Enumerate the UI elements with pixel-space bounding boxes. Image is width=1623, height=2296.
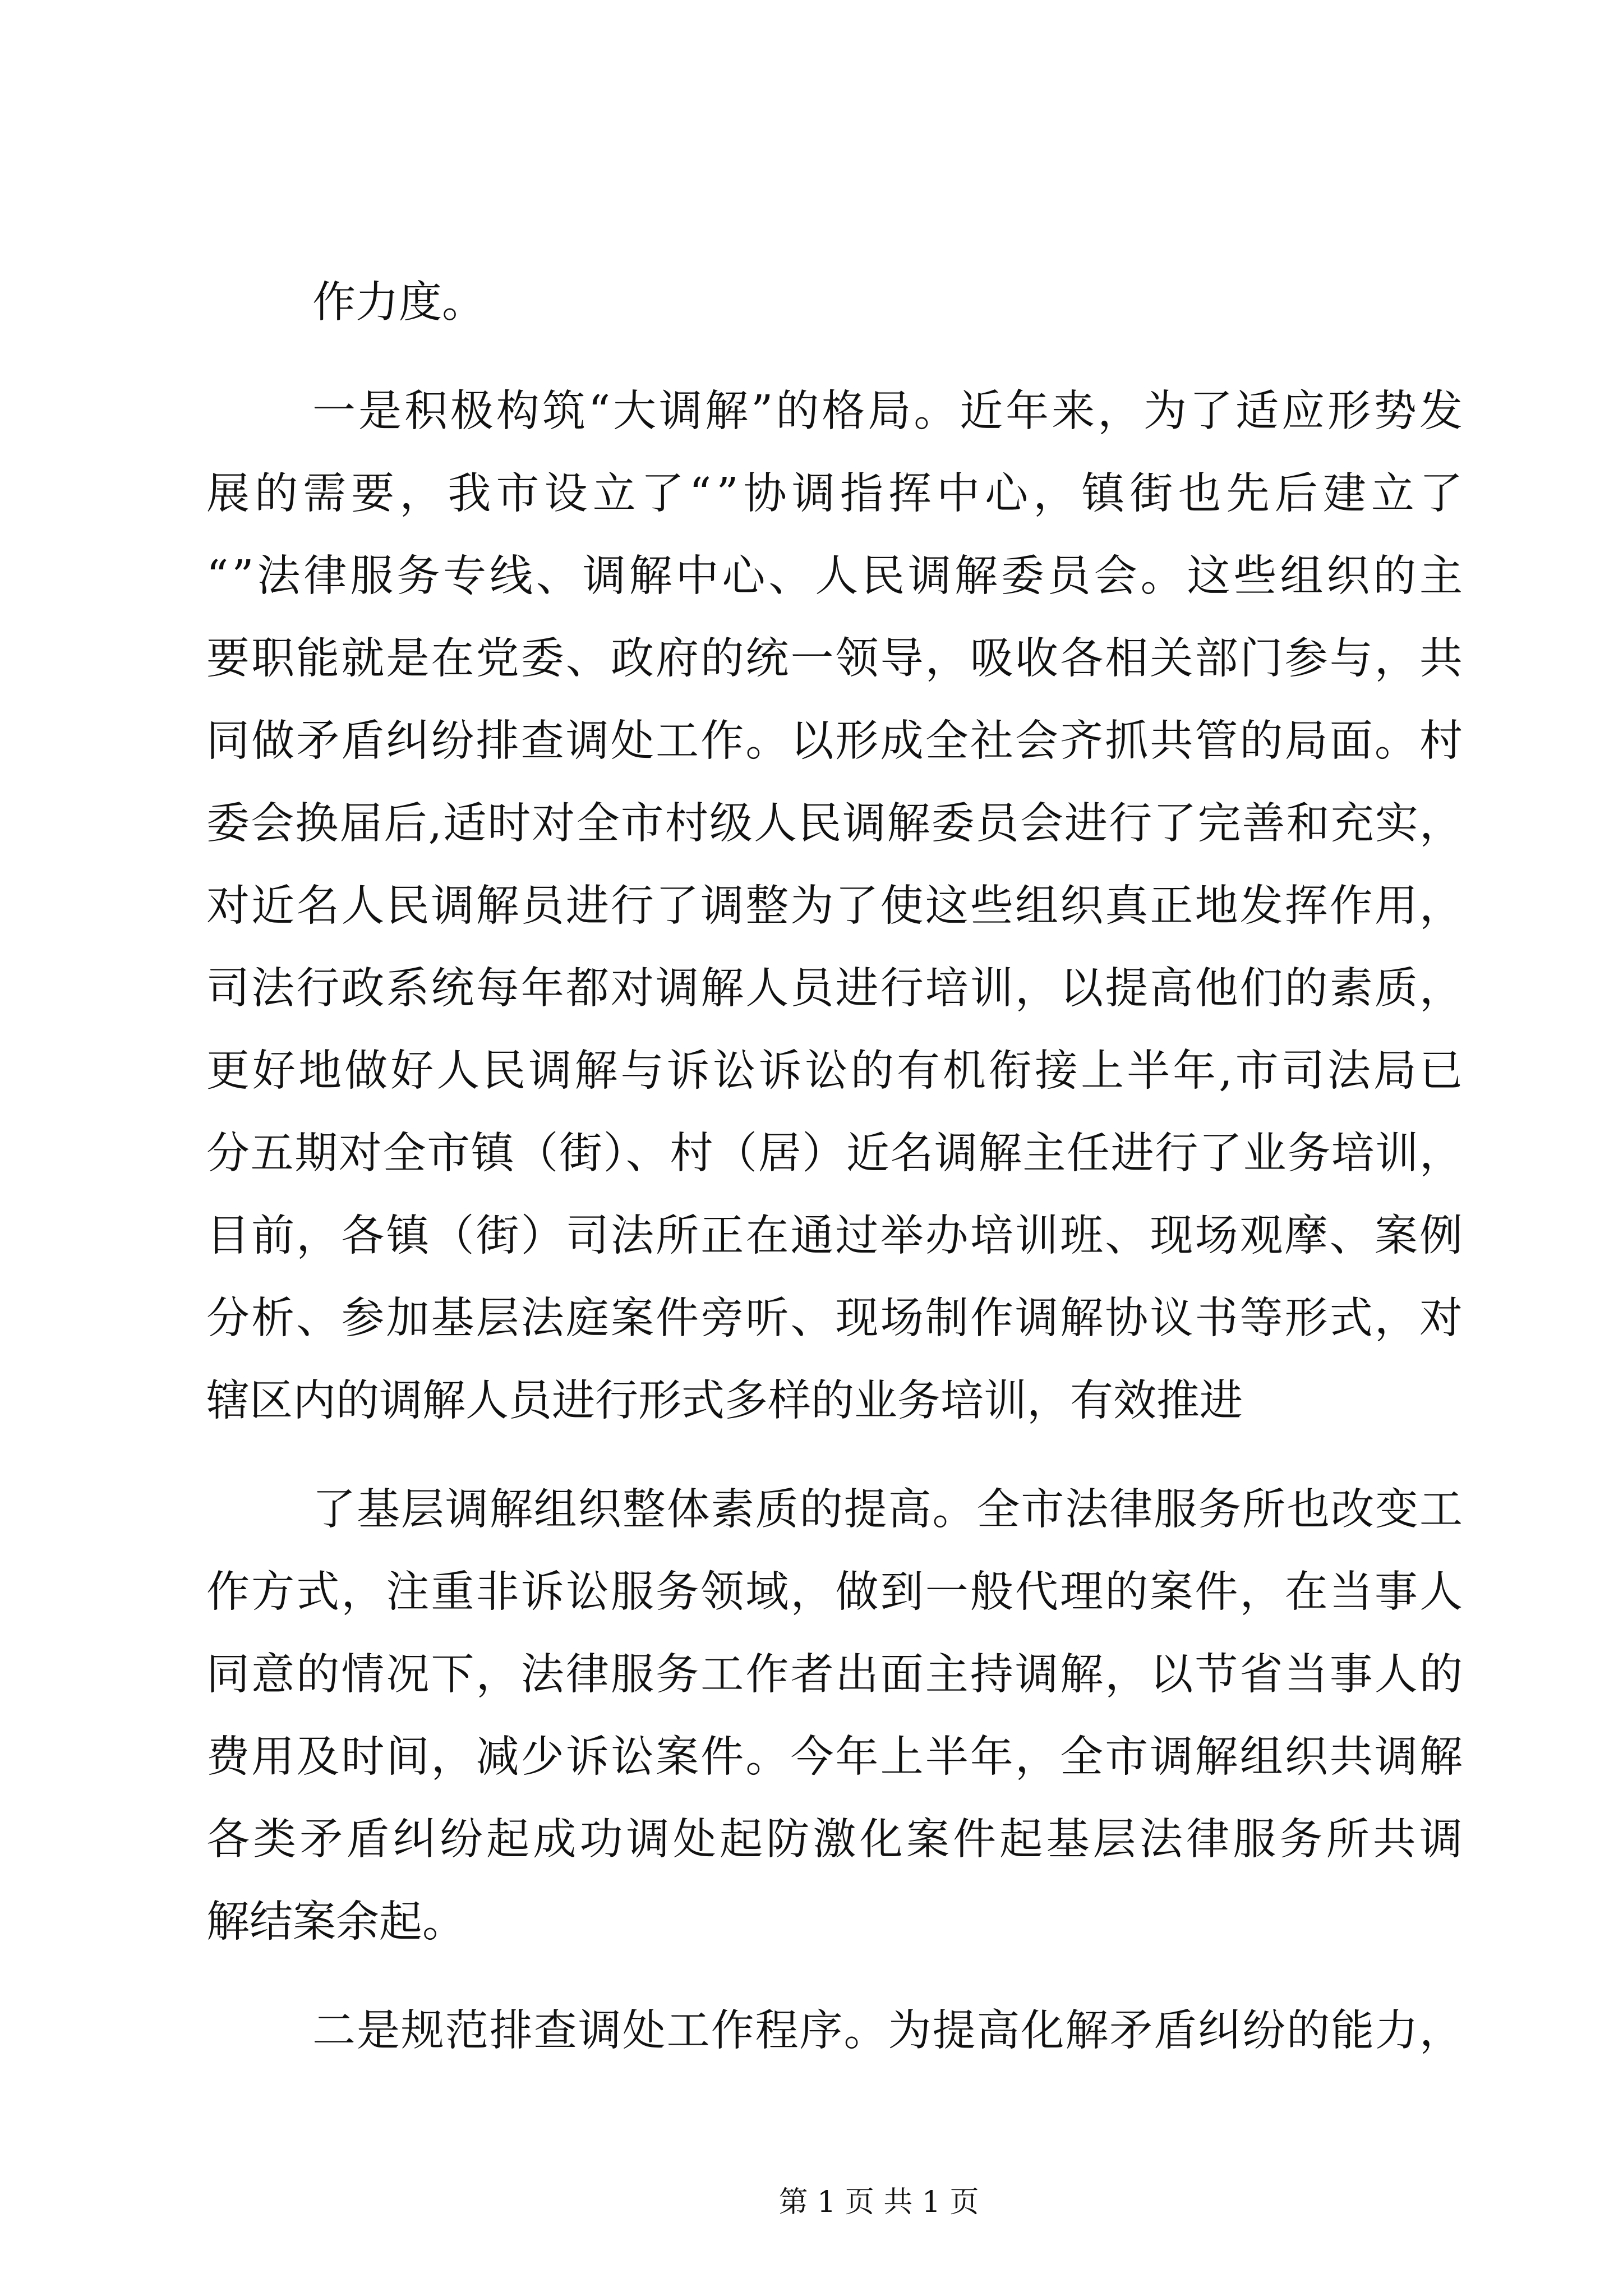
text-line: 解结案余起。 <box>206 1897 465 1947</box>
text-line: 展的需要，我市设立了“”协调指挥中心，镇街也先后建立了 <box>206 469 1468 519</box>
text-line: 作力度。 <box>312 278 485 328</box>
paragraph <box>206 370 1468 1442</box>
text-line: 更好地做好人民调解与诉讼诉讼的有机衔接上半年,市司法局已 <box>206 1046 1466 1096</box>
text-line: 二是规范排查调处工作程序。为提高化解矛盾纠纷的能力， <box>312 2006 1464 2056</box>
text-line: 对近名人民调解员进行了调整为了使这些组织真正地发挥作用， <box>206 881 1465 931</box>
paragraph <box>206 1990 1463 2072</box>
text-line: 要职能就是在党委、政府的统一领导，吸收各相关部门参与，共 <box>206 634 1465 684</box>
text-line: 同意的情况下，法律服务工作者出面主持调解，以节省当事人的 <box>206 1650 1465 1700</box>
text-line: 一是积极构筑“大调解”的格局。近年来，为了适应形势发 <box>312 386 1465 436</box>
text-line: “”法律服务专线、调解中心、人民调解委员会。这些组织的主 <box>206 551 1466 601</box>
text-line: 目前，各镇（街）司法所正在通过举办培训班、现场观摩、案例 <box>206 1211 1465 1261</box>
text-line: 辖区内的调解人员进行形式多样的业务培训，有效推进 <box>206 1376 1243 1426</box>
text-line: 委会换届后,适时对全市村级人民调解委员会进行了完善和充实， <box>206 799 1464 849</box>
text-line: 作方式，注重非诉讼服务领域，做到一般代理的案件，在当事人 <box>206 1567 1465 1617</box>
text-line: 分五期对全市镇（街）、村（居）近名调解主任进行了业务培训， <box>206 1129 1464 1179</box>
text-line: 分析、参加基层法庭案件旁听、现场制作调解协议书等形式，对 <box>206 1294 1465 1343</box>
paragraph <box>206 1469 1467 1963</box>
page-number-label: 第 1 页 共 1 页 <box>778 2185 979 2219</box>
text-line: 费用及时间，减少诉讼案件。今年上半年，全市调解组织共调解 <box>206 1732 1465 1782</box>
paragraph <box>206 261 1463 344</box>
text-line: 同做矛盾纠纷排查调处工作。以形成全社会齐抓共管的局面。村 <box>206 716 1465 766</box>
text-line: 各类矛盾纠纷起成功调处起防激化案件起基层法律服务所共调 <box>206 1815 1467 1865</box>
text-line: 了基层调解组织整体素质的提高。全市法律服务所也改变工 <box>312 1485 1464 1535</box>
document-body <box>206 261 1468 2072</box>
text-line: 司法行政系统每年都对调解人员进行培训，以提高他们的素质， <box>206 964 1465 1014</box>
page-footer <box>636 2135 1085 2219</box>
